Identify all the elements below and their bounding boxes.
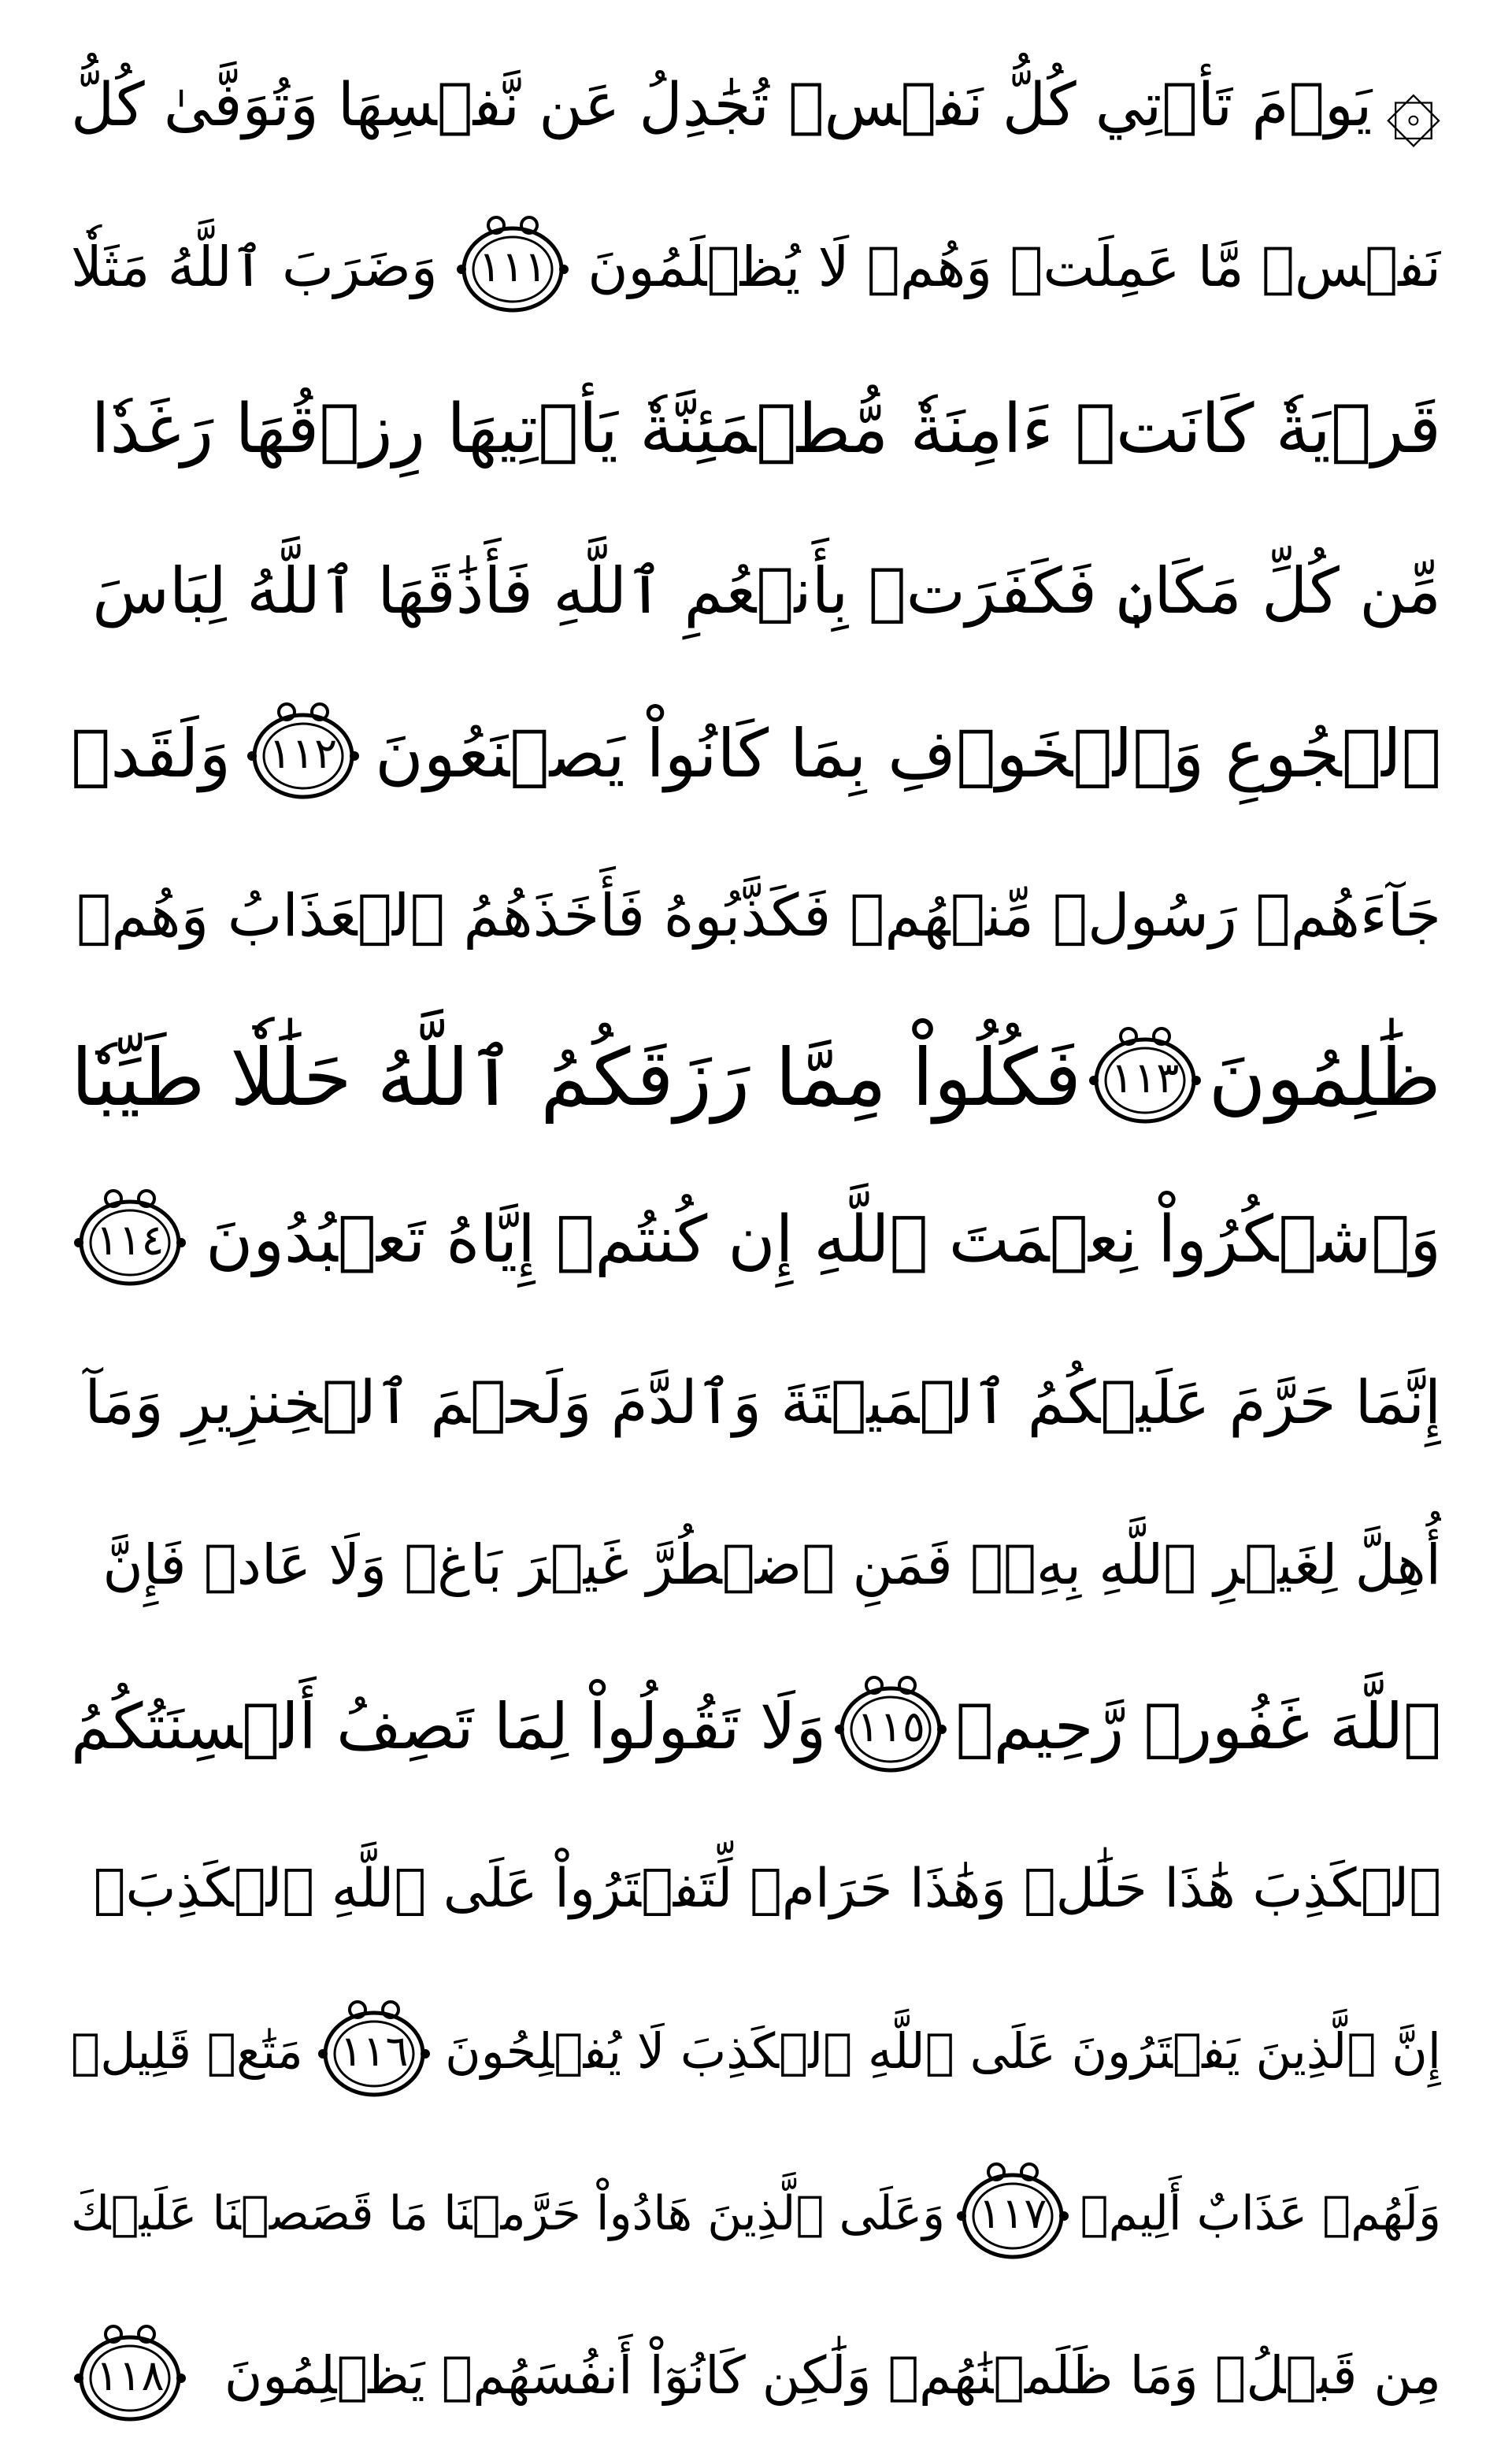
- verse-text: وَلَا تَقُولُواْ لِمَا تَصِفُ أَلۡسِنَتُكُمُ: [71, 1690, 827, 1763]
- verse-text: ٱللَّهَ غَفُورٞ رَّحِيمٞ: [955, 1690, 1441, 1763]
- text-line: [71, 24, 1441, 186]
- verse-text: ٱلۡكَذِبَ هَٰذَا حَلَٰلٞ وَهَٰذَا حَرَامٞ لِّتَفۡتَرُواْ عَلَى ٱللَّهِ ٱلۡكَذِبَۚ: [93, 1858, 1441, 1920]
- verse-text: جَآءَهُمۡ رَسُولٞ مِّنۡهُمۡ فَكَذَّبُوهُ فَأَخَذَهُمُ ٱلۡعَذَابُ وَهُمۡ: [76, 882, 1441, 950]
- verse-text: نَفۡسٖ مَّا عَمِلَتۡ وَهُمۡ لَا يُظۡلَمُونَ: [587, 235, 1441, 299]
- verse-text: إِنَّ ٱلَّذِينَ يَفۡتَرُونَ عَلَى ٱللَّهِ ٱلۡكَذِبَ لَا يُفۡلِحُونَ: [445, 2022, 1441, 2080]
- text-line: [71, 835, 1441, 997]
- ayah-number: ١١٥: [856, 1702, 925, 1751]
- ayah-end-marker: [71, 1181, 189, 1299]
- hizb-star-icon: ۞: [1385, 50, 1441, 159]
- verse-text: ظَٰلِمُونَ: [1208, 1032, 1441, 1124]
- verse-text: وَضَرَبَ ٱللَّهُ مَثَلٗا: [71, 235, 438, 299]
- ayah-end-marker: [832, 1668, 950, 1786]
- verse-text: إِنَّمَا حَرَّمَ عَلَيۡكُمُ ٱلۡمَيۡتَةَ وَٱلدَّمَ وَلَحۡمَ ٱلۡخِنزِيرِ وَمَآ: [84, 1367, 1441, 1437]
- verse-text: وَعَلَى ٱلَّذِينَ هَادُواْ حَرَّمۡنَا مَا قَصَصۡنَا عَلَيۡكَ: [71, 2186, 946, 2241]
- verse-text: وَلَهُمۡ عَذَابٌ أَلِيمٞ: [1080, 2186, 1441, 2241]
- verse-text: قَرۡيَةٗ كَانَتۡ ءَامِنَةٗ مُّطۡمَئِنَّةٗ يَأۡتِيهَا رِزۡقُهَا رَغَدٗا: [91, 390, 1441, 469]
- text-line: [71, 1808, 1441, 1970]
- text-line: [71, 673, 1441, 835]
- verse-text: يَوۡمَ تَأۡتِي كُلُّ نَفۡسٖ تُجَٰدِلُ عَن نَّفۡسِهَا وَتُوَفَّىٰ كُلُّ: [71, 69, 1373, 139]
- ayah-number: ١١٧: [978, 2188, 1047, 2238]
- text-line: [71, 1646, 1441, 1808]
- ayah-number: ١١٨: [95, 2351, 165, 2400]
- verse-text: فَكُلُواْ مِمَّا رَزَقَكُمُ ٱللَّهُ حَلَٰلٗا طَيِّبٗا: [71, 1032, 1082, 1124]
- ayah-end-marker: [454, 208, 572, 326]
- text-line: [71, 1970, 1441, 2133]
- verse-text: مَتَٰعٞ قَلِيلٞ: [71, 2022, 303, 2080]
- verse-text: أُهِلَّ لِغَيۡرِ ٱللَّهِ بِهِۦۖ فَمَنِ ٱضۡطُرَّ غَيۡرَ بَاغٖ وَلَا عَادٖ فَإِنَّ: [102, 1532, 1441, 1597]
- ayah-end-marker: [954, 2155, 1072, 2273]
- verse-text: مِّن كُلِّ مَكَانٖ فَكَفَرَتۡ بِأَنۡعُمِ ٱللَّهِ فَأَذَٰقَهَا ٱللَّهُ لِبَاسَ: [92, 554, 1441, 628]
- ayah-end-marker: [71, 2317, 189, 2435]
- text-line: [71, 186, 1441, 348]
- verse-text: وَلَقَدۡ: [71, 715, 232, 792]
- ayah-number: ١١٦: [339, 2026, 409, 2076]
- verse-text: ٱلۡجُوعِ وَٱلۡخَوۡفِ بِمَا كَانُواْ يَصۡنَعُونَ: [375, 715, 1441, 792]
- ayah-number: ١١٤: [95, 1215, 165, 1265]
- text-line: [71, 348, 1441, 510]
- text-line: [71, 510, 1441, 673]
- ayah-end-marker: [315, 1992, 433, 2110]
- verse-text: مِن قَبۡلُۖ وَمَا ظَلَمۡنَٰهُمۡ وَلَٰكِن كَانُوٓاْ أَنفُسَهُمۡ يَظۡلِمُونَ: [224, 2345, 1441, 2406]
- text-line: [71, 1159, 1441, 1321]
- text-line: [71, 1321, 1441, 1484]
- text-line: [71, 2133, 1441, 2295]
- ayah-end-marker: [244, 695, 362, 813]
- verse-text: وَٱشۡكُرُواْ نِعۡمَتَ ٱللَّهِ إِن كُنتُمۡ إِيَّاهُ تَعۡبُدُونَ: [206, 1203, 1441, 1277]
- ayah-number: ١١١: [478, 242, 547, 291]
- ayah-number: ١١٢: [269, 728, 338, 778]
- text-line: [71, 997, 1441, 1159]
- ayah-end-marker: [1086, 1019, 1204, 1137]
- text-line: [71, 1484, 1441, 1646]
- ayah-number: ١١٣: [1110, 1053, 1180, 1102]
- text-line: [71, 2295, 1441, 2457]
